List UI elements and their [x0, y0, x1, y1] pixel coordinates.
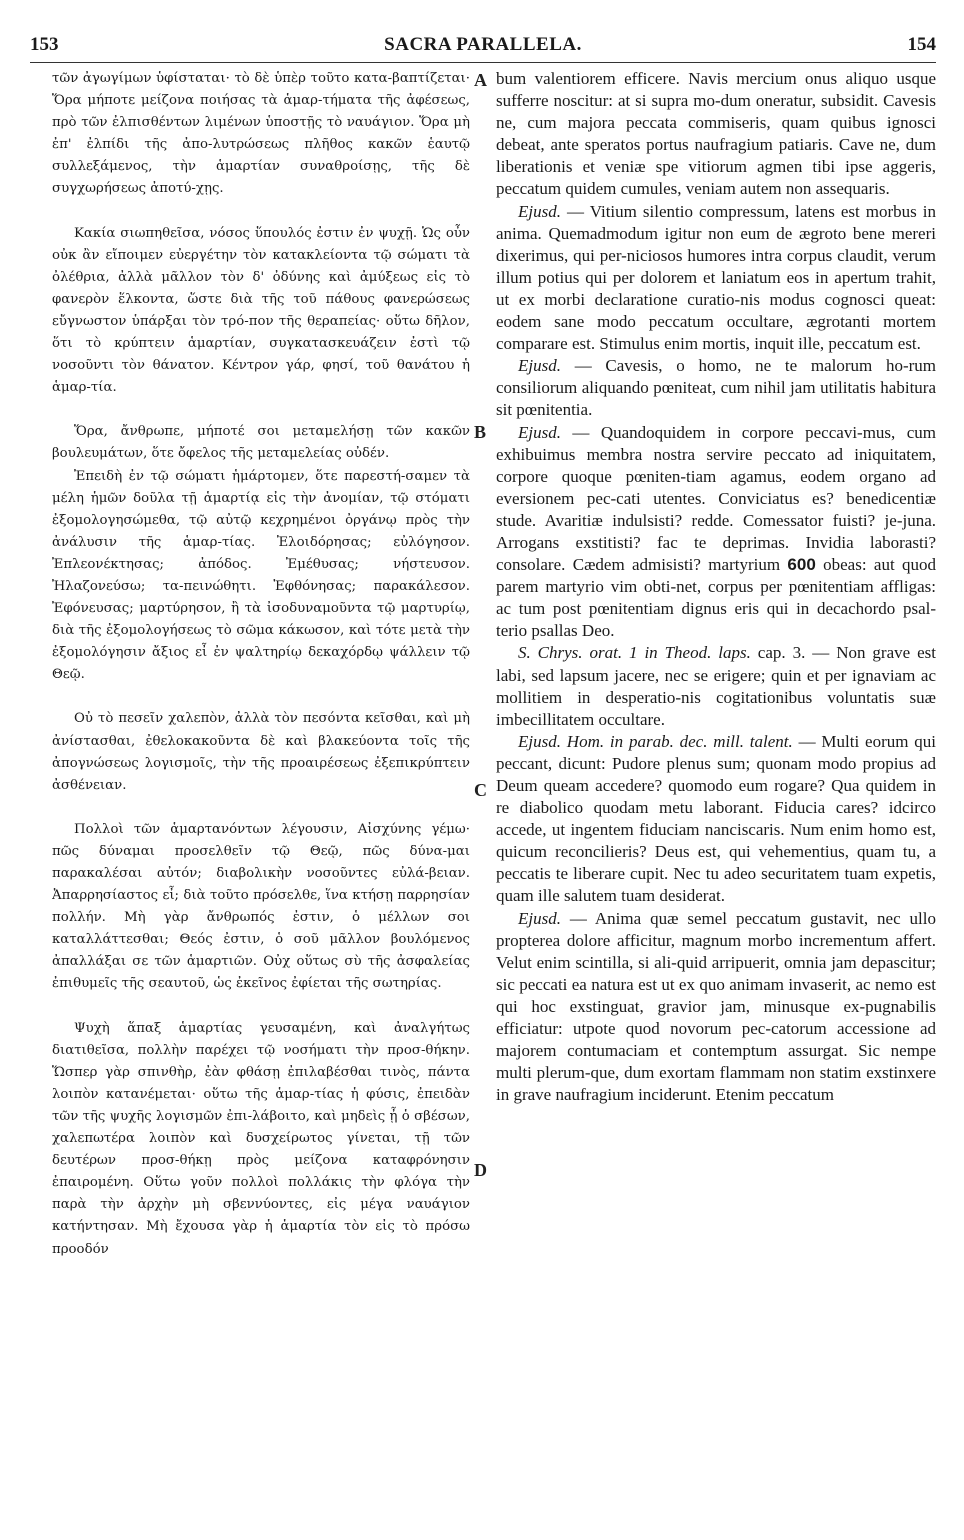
latin-text: — Anima quæ semel peccatum gustavit, nec ullo propterea dolore afficitur, magnum morbo incrementum affert. Velut enim scintilla, si ali-quid arripuerit, omnia jam depascitur; sic peccati ea natura est ut ex quo animam invaserit, ac nemo est qui hoc exstinguat, gravior jam, minusque ex-pugnabilis efficiatur: utpote quod novorum pec-catorum accessione ad majorem contumaciam et contemptum assurgat. Sic nempe multi plerum-que, dum exortam flammam non statim exstinxere in grave naufragium inciderunt. Etenim peccatum — [496, 908, 936, 1105]
greek-paragraph: Κακία σιωπηθεῖσα, νόσος ὕπουλός ἐστιν ἐν ψυχῇ. Ὡς οὖν οὐκ ἂν εἴποιμεν εὐεργέτην τὸν κατακλείοντα τῷ σώματι τὰ ὀλέθρια, ἀλλὰ μᾶλλον τὸν δ' ὀδύνης καὶ ἀμύξεως εἰς τὸ φανερὸν ἕλκοντα, ὥστε διὰ τῆς τοῦ πάθους φανερώσεως εὔγνωστον ὑπάρξαι τὸν τρό-πον τῆς θεραπείας· οὕτω δῆλον, ὅτι τὸ κρύπτειν ἁμαρτίαν, συγκατασκευάζειν ἐστὶ τῷ νοσοῦντι τὸν θάνατον. Κέντρον γάρ, φησί, τοῦ θανάτου ἡ ἁμαρ-τία. — [52, 225, 470, 396]
greek-paragraph: Οὐ τὸ πεσεῖν χαλεπὸν, ἀλλὰ τὸν πεσόντα κεῖσθαι, καὶ μὴ ἀνίστασθαι, ἐθελοκακοῦντα δὲ καὶ βλακεύοντα τοῖς τῆς ἀπογνώσεως λογισμοῖς, τὴν τῆς προαιρέσεως ἐξεπικρύπτειν ἀσθένειαν. — [52, 711, 470, 793]
latin-column — [496, 68, 936, 1518]
latin-paragraph — [496, 642, 936, 730]
latin-paragraph — [496, 731, 936, 908]
source-citation: Ejusd. — [518, 201, 561, 221]
source-citation: Ejusd. Hom. in parab. dec. mill. talent. — [518, 731, 793, 751]
source-citation: S. Chrys. orat. 1 in Theod. laps. — [518, 643, 751, 663]
margin-letter-b: B — [474, 422, 487, 442]
greek-paragraph: Ὅρα, ἄνθρωπε, μήποτέ σοι μεταμελήσῃ τῶν κακῶν βουλευμάτων, ὅτε ὄφελος τῆς μεταμελείας οὐδέν. — [52, 424, 470, 462]
right-page-number: 154 — [907, 34, 936, 55]
latin-paragraph — [496, 201, 936, 356]
latin-text: — Quandoquidem in corpore peccavi-mus, cum exhibuimus membra nostra servire peccato ad iniquitatem, corpore quoque pœniten-tiam agamus, eodem organo ad eversionem pec-cati utentes. Conviciatus es? benedicentiæ stude. Avaritiæ indulsisti? redde. Comessator fuisti? je-juna. Arrogans exstitisti? fac te deprimas. Invidia laborasti? consolare. Cædem admisisti? martyrium — [496, 422, 936, 575]
latin-text: cap. 3. — Non grave est labi, sed lapsum jacere, nec se erigere; quin et per ignaviam ac mollitiem in desperatio-nis cogitationibus voluntatis suæ imbecillitatem occultare. — [496, 643, 936, 729]
margin-letter-c: C — [474, 780, 487, 800]
latin-text: obeas: aut quod parem martyrio vim obti-net, corpus per pœnitentiam affligas: ac tum post pœnitentiam dignus eris qui in decachordo psal-terio psallas Deo. — [496, 555, 936, 641]
source-citation: Ejusd. — [518, 422, 561, 442]
latin-paragraph — [496, 908, 936, 1107]
latin-text: — Vitium silentio compressum, latens est morbus in anima. Quemadmodum igitur non eum de ægroto bene mereri dixerimus, qui per-niciosos humores intra corpus claudit, verum illum potius qui per dolorem et laniatum eos in apertum trahit, ut ex morbi declaratione curatio-nis modus cognosci queat: eodem sane modo peccatum occultare, ægrotanti mortem comparare est. Stimulus enim mortis, inquit ille, peccatum est. — [496, 201, 936, 354]
margin-letter-a: A — [474, 70, 487, 90]
page-header — [30, 30, 936, 63]
greek-column — [52, 68, 470, 1518]
greek-paragraph: Πολλοὶ τῶν ἁμαρτανόντων λέγουσιν, Αἰσχύνης γέμω· πῶς δύναμαι προσελθεῖν τῷ Θεῷ, πῶς δύνα-μαι παρακαλέσαι αὐτόν; διαβολικὴν νοσοῦντες εὐλά-βειαν. Ἀπαρρησίαστος εἶ; διὰ τοῦτο πρόσελθε, ἵνα κτήσῃ παρρησίαν πολλήν. Μὴ γὰρ ἄνθρωπός ἐστιν, ὁ μέλλων σοι καταλλάττεσθαι; Θεός ἐστιν, ὁ σοῦ μᾶλλον βουλόμενος ἀπαλλάξαι σε τῶν ἁμαρτιῶν. Οὐχ οὕτως σὺ τῆς ἀσφαλείας ἐπιθυμεῖς τῆς σεαυτοῦ, ὡς ἐκεῖνος ἐφίεται τῆς σωτηρίας. — [52, 821, 470, 992]
running-title: SACRA PARALLELA. — [384, 34, 582, 55]
latin-paragraph — [496, 355, 936, 421]
left-page-number: 153 — [30, 34, 59, 55]
source-citation: Ejusd. — [518, 356, 561, 376]
column-marker: 600 — [787, 555, 816, 575]
latin-paragraph: bum valentiorem efficere. Navis mercium onus aliquo usque sufferre noscitur: at si supra mo-dum oneratur, subsidit. Cavesis ne, cum majora peccata commiseris, quam quibus ignosci debeat, ante speratos portus naufragium patiaris. Cave ne, dum liberationis et veniæ spe vitiorum agmen tibi ipse aggeris, peccatum quidem cumules, veniam autem non assequaris. — [496, 69, 936, 199]
greek-paragraph: Ἐπειδὴ ἐν τῷ σώματι ἡμάρτομεν, ὅτε παρεστή-σαμεν τὰ μέλη ἡμῶν δοῦλα τῇ ἁμαρτίᾳ εἰς τὴν ἀνομίαν, τῷ στόματι ἐξομολογησώμεθα, τῷ αὐτῷ κεχρημένοι ὀργάνῳ πρὸς τὴν ἀνάλυσιν τῆς ἁμαρ-τίας. Ἐλοιδόρησας; εὐλόγησον. Ἐπλεονέκτησας; ἀπόδος. Ἐμέθυσας; νήστευσον. Ἠλαζονεύσω; τα-πεινώθητι. Ἐφθόνησας; παρακάλεσον. Ἐφόνευσας; μαρτύρησον, ἢ τὰ ἰσοδυναμοῦντα τῷ μαρτυρίῳ, διὰ τῆς ἐξομολογήσεως τὸ σῶμα κάκωσον, καὶ τότε μετὰ τὴν ἐξομολόγησιν ἄξιος εἶ ἐν ψαλτηρίῳ δεκαχόρδῳ ψάλλειν τῷ Θεῷ. — [52, 468, 470, 683]
latin-text: — Multi eorum qui peccant, dicunt: Pudore plenus sum; quonam modo propius ad Deum queam accedere? quomodo eum rogare? Qua quidem in re diabolico quodam metu laborant. Fiducia cares? idcirco accede, ut ingentem fiduciam nanciscaris. Num enim homo est, quicum reconcilieris? Deus est, qui vehementius, quam tu, a peccatis te liberare cupit. Nec tu adeo securitatem tuam expetis, quam ille salutem tuam desiderat. — [496, 731, 936, 906]
margin-letter-d: D — [474, 1160, 487, 1180]
greek-paragraph: τῶν ἀγωγίμων ὑφίσταται· τὸ δὲ ὑπὲρ τοῦτο κατα-βαπτίζεται· Ὅρα μήποτε μείζονα ποιήσας τὰ ἁμαρ-τήματα τῆς ἀφέσεως, πρὸ τῶν ἐλπισθέντων λιμένων ὑποστῇς τὸ ναυάγιον. Ὅρα μὴ ἐπ' ἐλπίδι τῆς ἀπο-λυτρώσεως πλῆθος κακῶν ἑαυτῷ συλλεξάμενος, τὴν ἁμαρτίαν συναθροίσῃς, τῆς δὲ συγχωρήσεως ἀποτύ-χῃς. — [52, 71, 470, 197]
latin-paragraph — [496, 422, 936, 643]
greek-paragraph: Ψυχὴ ἅπαξ ἁμαρτίας γευσαμένη, καὶ ἀναλγήτως διατιθεῖσα, πολλὴν παρέχει τῷ νοσήματι τὴν προσ-θήκην. Ὥσπερ γὰρ σπινθὴρ, ἐὰν φθάσῃ ἐπιλαβέσθαι τινὸς, πάντα λοιπὸν κατανέμεται· οὕτω τῆς ἁμαρ-τίας ἡ φύσις, ἐπειδὰν τῶν τῆς ψυχῆς λογισμῶν ἐπι-λάβοιτο, καὶ μηδεὶς ᾖ ὁ σβέσων, χαλεπωτέρα λοιπὸν καὶ δυσχείρωτος γίνεται, τῇ τῶν δευτέρων προσ-θήκῃ πρὸς μείζονα καταφρόνησιν ἐπαιρομένη. Οὕτω γοῦν πολλοὶ πολλάκις τὴν φλόγα τὴν παρὰ τὴν ἀρχὴν μὴ σβεννύοντες, εἰς μέγα ναυάγιον κατήντησαν. Μὴ ἔχουσα γὰρ ἡ ἁμαρτία τὸν εἰς τὸ πρόσω προοδόν — [52, 1020, 470, 1257]
latin-text: — Cavesis, o homo, ne te malorum ho-rum consiliorum aliquando pœniteat, cum nihil jam utilitatis habitura sit pœnitentia. — [496, 356, 936, 420]
source-citation: Ejusd. — [518, 908, 561, 928]
